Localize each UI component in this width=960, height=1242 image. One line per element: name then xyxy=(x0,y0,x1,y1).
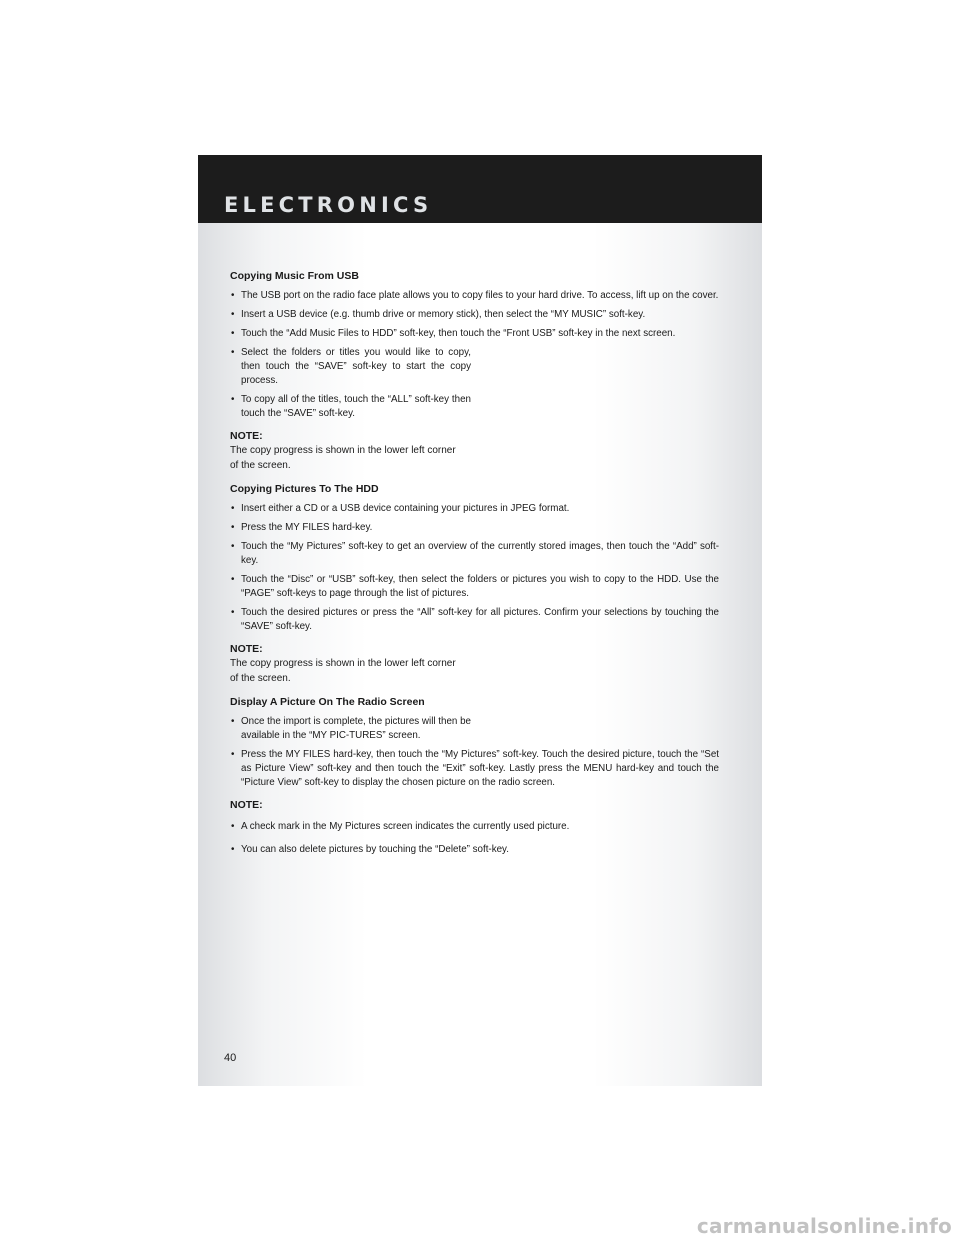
section-title: ELECTRONICS xyxy=(224,193,433,217)
list-item xyxy=(230,540,719,568)
page-number: 40 xyxy=(224,1052,237,1064)
pictures-hdd-section xyxy=(230,482,719,686)
bullet-icon: • xyxy=(231,394,235,405)
display-picture-note-list xyxy=(230,820,708,857)
list-item xyxy=(230,289,719,303)
list-item-text: To copy all of the titles, touch the “ALL” soft-key then touch the “SAVE” soft-key. xyxy=(241,394,471,419)
list-item-text: Touch the desired pictures or press the “All” soft-key for all pictures. Confirm your selections by touching the “SAVE” soft-key. xyxy=(241,607,719,632)
note-label: NOTE: xyxy=(230,643,263,655)
bullet-icon: • xyxy=(231,844,235,855)
display-picture-list xyxy=(230,715,719,790)
list-item-text: Press the MY FILES hard-key, then touch the “My Pictures” soft-key. Touch the desired picture, touch the “Set as Picture View” soft-key and then touch the “Exit” soft-key. Lastly press the MENU hard-key and touch the “Picture View” soft-key to display the chosen picture on the radio screen. xyxy=(241,749,719,788)
list-item-text: Select the folders or titles you would like to copy, then touch the “SAVE” soft-key to start the copy process. xyxy=(241,347,471,386)
list-item-text: A check mark in the My Pictures screen indicates the currently used picture. xyxy=(241,821,570,832)
note-label: NOTE: xyxy=(230,799,263,811)
bullet-icon: • xyxy=(231,716,235,727)
list-item xyxy=(230,308,719,322)
list-item xyxy=(230,843,719,857)
bullet-icon: • xyxy=(231,309,235,320)
bullet-icon: • xyxy=(231,541,235,552)
bullet-icon: • xyxy=(231,328,235,339)
list-item xyxy=(230,327,719,341)
usb-music-section xyxy=(230,269,719,473)
bullet-icon: • xyxy=(231,607,235,618)
bullet-icon: • xyxy=(231,574,235,585)
bullet-icon: • xyxy=(231,503,235,514)
bullet-icon: • xyxy=(231,290,235,301)
usb-music-heading: Copying Music From USB xyxy=(230,270,359,282)
list-item-text: You can also delete pictures by touching the “Delete” soft-key. xyxy=(241,844,509,855)
list-item-text: Touch the “Disc” or “USB” soft-key, then select the folders or pictures you wish to copy to the HDD. Use the “PAGE” soft-keys to page through the list of pictures. xyxy=(241,574,719,599)
list-item-text: Touch the “Add Music Files to HDD” soft-key, then touch the “Front USB” soft-key in the next screen. xyxy=(241,328,676,339)
section-header-bar xyxy=(198,155,762,223)
list-item xyxy=(230,393,471,421)
bullet-icon: • xyxy=(231,522,235,533)
note-label: NOTE: xyxy=(230,430,263,442)
usb-music-list xyxy=(230,289,719,421)
note-text: The copy progress is shown in the lower left corner of the screen. xyxy=(230,658,456,684)
list-item xyxy=(230,606,719,634)
list-item xyxy=(230,715,471,743)
bullet-icon: • xyxy=(231,347,235,358)
list-item-text: Press the MY FILES hard-key. xyxy=(241,522,373,533)
list-item xyxy=(230,502,719,516)
list-item-text: Insert a USB device (e.g. thumb drive or memory stick), then select the “MY MUSIC” soft-key. xyxy=(241,309,646,320)
list-item xyxy=(230,521,719,535)
list-item-text: Insert either a CD or a USB device containing your pictures in JPEG format. xyxy=(241,503,570,514)
note-text: The copy progress is shown in the lower left corner of the screen. xyxy=(230,445,456,471)
list-item-text: Once the import is complete, the pictures will then be available in the “MY PIC-TURES” screen. xyxy=(241,716,471,741)
watermark-text: carmanualsonline.info xyxy=(696,1214,952,1238)
manual-page xyxy=(198,155,762,1086)
list-item xyxy=(230,346,471,388)
display-picture-heading: Display A Picture On The Radio Screen xyxy=(230,696,425,708)
watermark xyxy=(0,1214,960,1242)
bullet-icon: • xyxy=(231,821,235,832)
page-content xyxy=(230,269,719,862)
pictures-hdd-list xyxy=(230,502,719,634)
list-item xyxy=(230,573,719,601)
list-item-text: Touch the “My Pictures” soft-key to get an overview of the currently stored images, then touch the “Add” soft-key. xyxy=(241,541,719,566)
list-item xyxy=(230,748,719,790)
pictures-hdd-heading: Copying Pictures To The HDD xyxy=(230,483,379,495)
display-picture-section xyxy=(230,695,719,857)
bullet-icon: • xyxy=(231,749,235,760)
list-item xyxy=(230,820,719,834)
list-item-text: The USB port on the radio face plate allows you to copy files to your hard drive. To access, lift up on the cover. xyxy=(241,290,719,301)
